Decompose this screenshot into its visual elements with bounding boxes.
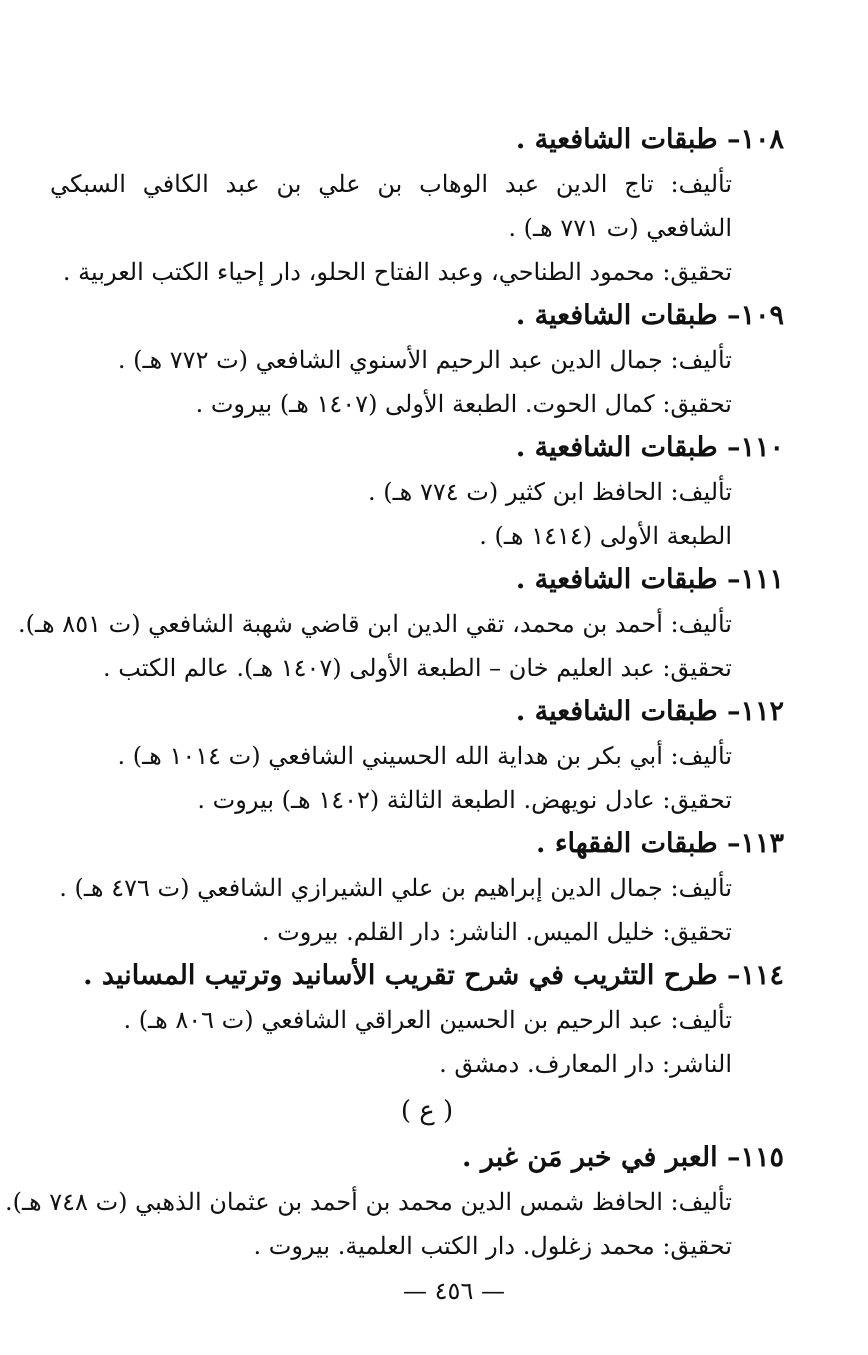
bibliography-entry (50, 426, 784, 558)
entry-title: طبقات الشافعية . (515, 432, 718, 463)
entry-author-line: تأليف: أبي بكر بن هداية الله الحسيني الشافعي (ت ١٠١٤ هـ) . (117, 742, 732, 770)
entry-number: ١١٣ (740, 828, 784, 859)
entry-heading (50, 1136, 784, 1180)
entry-edition-line: الطبعة الأولى (١٤١٤ هـ) . (479, 522, 732, 550)
entry-title: طبقات الشافعية . (515, 300, 718, 331)
entry-author-line: تأليف: أحمد بن محمد، تقي الدين ابن قاضي شهبة الشافعي (ت ٨٥١ هـ). (17, 610, 732, 638)
bibliography-entry (50, 822, 784, 954)
entry-publisher-line: الناشر: دار المعارف. دمشق . (439, 1050, 732, 1078)
bibliography-entry (50, 294, 784, 426)
entry-author-line: تأليف: الحافظ ابن كثير (ت ٧٧٤ هـ) . (368, 478, 732, 506)
entry-author-line: تأليف: جمال الدين عبد الرحيم الأسنوي الشافعي (ت ٧٧٢ هـ) . (117, 346, 732, 374)
entry-dash: – (717, 960, 741, 991)
entry-dash: – (717, 1142, 741, 1173)
entry-number: ١١٤ (740, 960, 784, 991)
entry-heading (50, 426, 784, 470)
entry-number: ١١٢ (740, 696, 784, 727)
entry-editor-line: تحقيق: عادل نويهض. الطبعة الثالثة (١٤٠٢ هـ) بيروت . (197, 786, 732, 814)
entry-number: ١٠٩ (740, 300, 784, 331)
entry-number: ١٠٨ (740, 124, 784, 155)
entry-title: طرح التثريب في شرح تقريب الأسانيد وترتيب المسانيد . (83, 960, 718, 991)
entry-editor-line: تحقيق: محمود الطناحي، وعبد الفتاح الحلو، دار إحياء الكتب العربية . (62, 258, 732, 286)
entry-dash: – (717, 828, 741, 859)
entry-number: ١١١ (740, 564, 784, 595)
entry-editor-line: تحقيق: محمد زغلول. دار الكتب العلمية. بيروت . (253, 1232, 732, 1260)
entry-editor-line: تحقيق: عبد العليم خان – الطبعة الأولى (١٤٠٧ هـ). عالم الكتب . (102, 654, 732, 682)
entry-dash: – (717, 696, 741, 727)
entry-heading (50, 954, 784, 998)
entry-dash: – (717, 300, 741, 331)
entry-heading (50, 294, 784, 338)
entry-heading (50, 690, 784, 734)
page-number: — ٤٥٦ — (403, 1277, 505, 1305)
entry-number: ١١٥ (740, 1142, 784, 1173)
bibliography-entry (50, 118, 784, 294)
entry-title: طبقات الفقهاء . (536, 828, 718, 859)
bibliography-entry (50, 690, 784, 822)
entry-dash: – (717, 432, 741, 463)
bibliography-entry (4, 1136, 784, 1268)
entry-dash: – (717, 124, 741, 155)
entry-title: العبر في خبر مَن غبر . (462, 1142, 718, 1173)
entry-editor-line: تحقيق: كمال الحوت. الطبعة الأولى (١٤٠٧ هـ) بيروت . (195, 390, 732, 418)
entry-author-line: تأليف: الحافظ شمس الدين محمد بن أحمد بن عثمان الذهبي (ت ٧٤٨ هـ). (4, 1188, 732, 1216)
section-letter-heading: ( ع ) (400, 1096, 454, 1126)
entry-dash: – (717, 564, 741, 595)
entry-number: ١١٠ (740, 432, 784, 463)
entry-title: طبقات الشافعية . (515, 124, 718, 155)
entry-title: طبقات الشافعية . (515, 696, 718, 727)
entry-author-line: تأليف: جمال الدين إبراهيم بن علي الشيرازي الشافعي (ت ٤٧٦ هـ) . (59, 874, 732, 902)
entry-heading (50, 558, 784, 602)
entry-title: طبقات الشافعية . (515, 564, 718, 595)
bibliography-entry (50, 954, 784, 1086)
entry-heading (50, 118, 784, 162)
page-body (4, 118, 784, 1268)
entry-heading (50, 822, 784, 866)
entry-author-line: تأليف: عبد الرحيم بن الحسين العراقي الشافعي (ت ٨٠٦ هـ) . (123, 1006, 732, 1034)
bibliography-entry (17, 558, 784, 690)
entry-author-line: تأليف: تاج الدين عبد الوهاب بن علي بن عبد الكافي السبكي الشافعي (ت ٧٧١ هـ) . (50, 170, 732, 242)
entry-editor-line: تحقيق: خليل الميس. الناشر: دار القلم. بيروت . (261, 918, 732, 946)
